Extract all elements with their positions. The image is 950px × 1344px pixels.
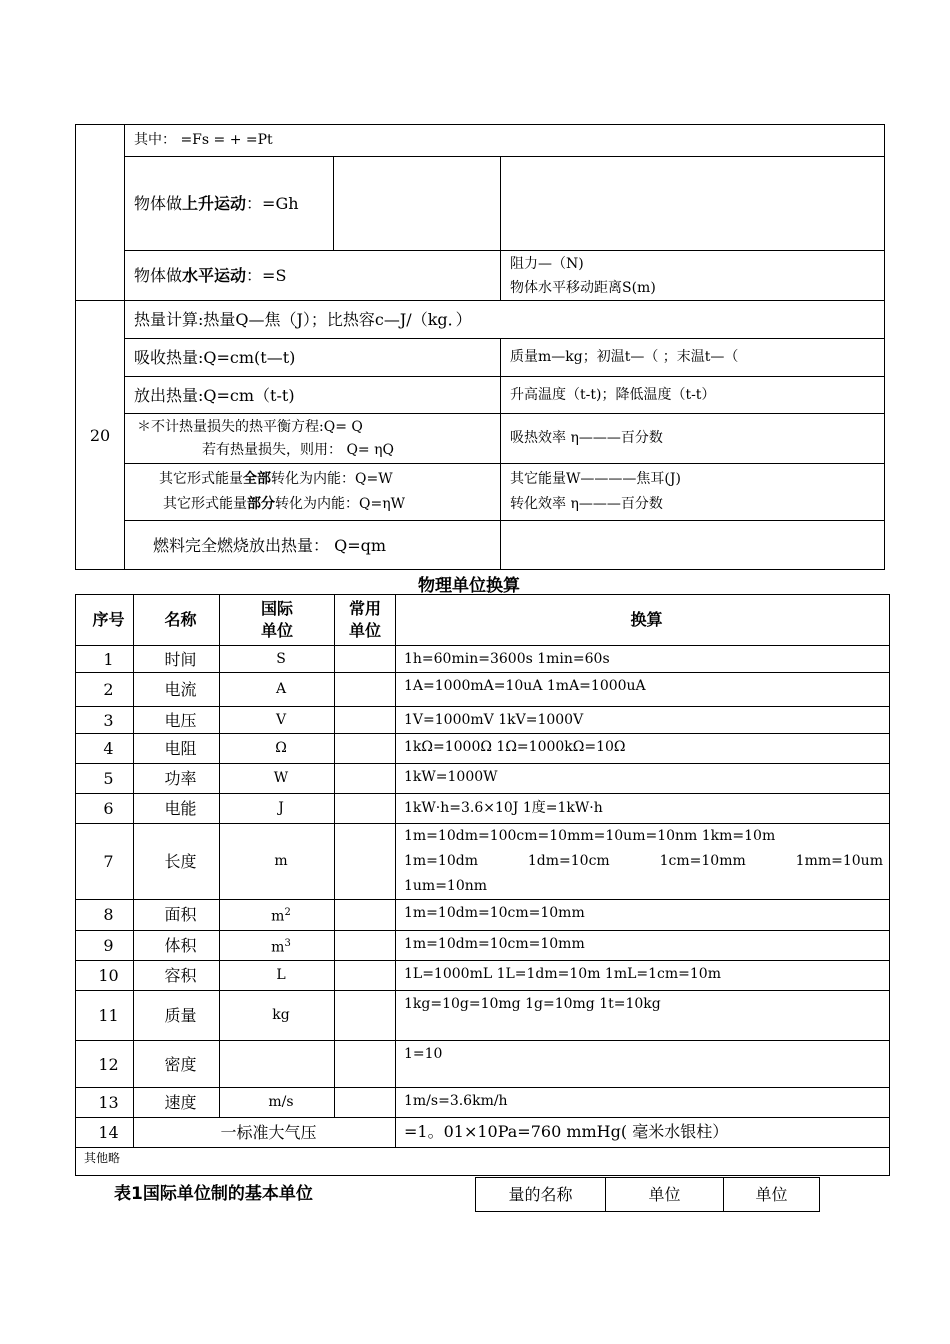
row-si: Ω <box>220 734 335 764</box>
row-name: 容积 <box>134 961 220 991</box>
table-row <box>76 646 890 673</box>
row-conversion: 1kΩ=1000Ω 1Ω=1000kΩ=10Ω <box>396 734 890 764</box>
header-unit-symbol: 单位 <box>724 1178 820 1212</box>
absorb-efficiency: 吸热效率 η———百分数 <box>501 414 885 464</box>
row-no: 10 <box>76 961 134 991</box>
absorb-note: 质量m—kg；初温t—（ ；末温t—（ <box>501 339 885 377</box>
heat-balance: ＊不计热量损失的热平衡方程:Q= Q 若有热量损失，则用： Q= ηQ <box>125 414 501 464</box>
table-row <box>76 1088 890 1118</box>
rise-blank-2 <box>501 157 885 251</box>
row-no: 13 <box>76 1088 134 1118</box>
length-line-3: 1um=10nm <box>404 878 488 894</box>
length-part: 1m=10dm <box>404 853 478 869</box>
row-conversion: 1L=1000mL 1L=1dm=10m 1mL=1cm=10m <box>396 961 890 991</box>
row-si: m <box>220 824 335 900</box>
row-name: 质量 <box>134 991 220 1041</box>
row-no: 11 <box>76 991 134 1041</box>
length-part: 1mm=10um <box>795 853 883 869</box>
row-name: 功率 <box>134 764 220 794</box>
row-name: 面积 <box>134 900 220 931</box>
absorb-heat: 吸收热量:Q=cm(t—t) <box>125 339 501 377</box>
row-conversion: 1A=1000mA=10uA 1mA=1000uA <box>396 673 890 707</box>
row-conversion: 1m/s=3.6km/h <box>396 1088 890 1118</box>
row-common <box>335 824 396 900</box>
row-common <box>335 734 396 764</box>
table-row <box>76 961 890 991</box>
blank-number-cell <box>76 125 125 301</box>
row-si <box>220 1041 335 1088</box>
row-conversion <box>396 824 890 900</box>
row-si: S <box>220 646 335 673</box>
table-row <box>76 707 890 734</box>
row-no: 9 <box>76 930 134 961</box>
conversion-title: 物理单位换算 <box>418 576 520 596</box>
length-part: 1cm=10mm <box>659 853 746 869</box>
row-conversion: 1h=60min=3600s 1min=60s <box>396 646 890 673</box>
row-common <box>335 646 396 673</box>
formula-table <box>75 124 885 570</box>
row-conversion: 1m=10dm=10cm=10mm <box>396 930 890 961</box>
row-conversion: 1m=10dm=10cm=10mm <box>396 900 890 931</box>
rise-motion: 物体做上升运动：=Gh <box>125 157 334 251</box>
row-no: 4 <box>76 734 134 764</box>
header-conversion: 换算 <box>396 595 890 646</box>
row-si: V <box>220 707 335 734</box>
row-si: W <box>220 764 335 794</box>
row-si: $m^2$ <box>220 900 335 931</box>
row-no: 6 <box>76 794 134 824</box>
row-common <box>335 991 396 1041</box>
length-line-1: 1m=10dm=100cm=10mm=10um=10nm 1km=10m <box>404 828 776 844</box>
row-si: $m^3$ <box>220 930 335 961</box>
header-name: 名称 <box>134 595 220 646</box>
row-si: m/s <box>220 1088 335 1118</box>
row-common <box>335 673 396 707</box>
row-no: 8 <box>76 900 134 931</box>
heat-title: 热量计算:热量Q—焦（J）；比热容c—J/（kg．） <box>125 301 885 339</box>
release-heat: 放出热量:Q=cm（t-t) <box>125 377 501 414</box>
row-name: 一标准大气压 <box>134 1118 396 1148</box>
table-row <box>76 1118 890 1148</box>
row-si: L <box>220 961 335 991</box>
row-common <box>335 1041 396 1088</box>
row-si: kg <box>220 991 335 1041</box>
table-row <box>76 794 890 824</box>
row-common <box>335 961 396 991</box>
table-row <box>76 764 890 794</box>
row-no: 2 <box>76 673 134 707</box>
row-name: 电能 <box>134 794 220 824</box>
row-conversion: 1kW·h=3.6×10J 1度=1kW·h <box>396 794 890 824</box>
row-name: 电压 <box>134 707 220 734</box>
fuel-heat: 燃料完全燃烧放出热量： Q=qm <box>125 521 501 570</box>
footer-note: 其他略 <box>76 1148 890 1176</box>
horizontal-motion: 物体做水平运动：=S <box>125 251 501 301</box>
table-row <box>76 900 890 931</box>
row-no: 7 <box>76 824 134 900</box>
length-part: 1dm=10cm <box>527 853 610 869</box>
release-note: 升高温度（t-t)；降低温度（t-t） <box>501 377 885 414</box>
header-common: 常用单位 <box>335 595 396 646</box>
conversion-table <box>75 594 890 1176</box>
si-base-units-table <box>475 1177 820 1212</box>
length-line-2 <box>404 849 889 874</box>
row-name: 电流 <box>134 673 220 707</box>
row-name: 电阻 <box>134 734 220 764</box>
row-name: 时间 <box>134 646 220 673</box>
horizontal-notes: 阻力—（N) 物体水平移动距离S(m) <box>501 251 885 301</box>
row-name: 体积 <box>134 930 220 961</box>
table-row <box>76 673 890 707</box>
row-no: 12 <box>76 1041 134 1088</box>
row-conversion: 1kW=1000W <box>396 764 890 794</box>
table-row <box>76 824 890 900</box>
row-number-20: 20 <box>76 301 125 570</box>
header-no: 序号 <box>76 595 134 646</box>
header-unit: 单位 <box>606 1178 724 1212</box>
header-si: 国际单位 <box>220 595 335 646</box>
row-common <box>335 794 396 824</box>
row-conversion: 1V=1000mV 1kV=1000V <box>396 707 890 734</box>
work-note: 其中： =Fs = + =Pt <box>125 125 885 157</box>
row-conversion: 1=10 <box>396 1041 890 1088</box>
row-common <box>335 900 396 931</box>
row-no: 14 <box>76 1118 134 1148</box>
row-common <box>335 707 396 734</box>
row-name: 长度 <box>134 824 220 900</box>
row-si: A <box>220 673 335 707</box>
row-conversion: =1。01×10Pa=760 mmHg( 毫米水银柱） <box>396 1118 890 1148</box>
row-no: 5 <box>76 764 134 794</box>
table-row <box>76 734 890 764</box>
energy-conversion: 其它形式能量全部转化为内能：Q=W 其它形式能量部分转化为内能：Q=ηW <box>125 464 501 521</box>
row-no: 1 <box>76 646 134 673</box>
row-name: 速度 <box>134 1088 220 1118</box>
energy-notes: 其它能量W————焦耳(J) 转化效率 η———百分数 <box>501 464 885 521</box>
row-name: 密度 <box>134 1041 220 1088</box>
si-table-title: 表1国际单位制的基本单位 <box>114 1184 313 1204</box>
table-row <box>76 991 890 1041</box>
row-si: J <box>220 794 335 824</box>
row-common <box>335 930 396 961</box>
row-conversion: 1kg=10g=10mg 1g=10mg 1t=10kg <box>396 991 890 1041</box>
row-no: 3 <box>76 707 134 734</box>
row-common <box>335 764 396 794</box>
table-row <box>76 1041 890 1088</box>
fuel-blank <box>501 521 885 570</box>
table-row <box>76 930 890 961</box>
header-quantity: 量的名称 <box>476 1178 606 1212</box>
rise-blank-1 <box>334 157 501 251</box>
row-common <box>335 1088 396 1118</box>
